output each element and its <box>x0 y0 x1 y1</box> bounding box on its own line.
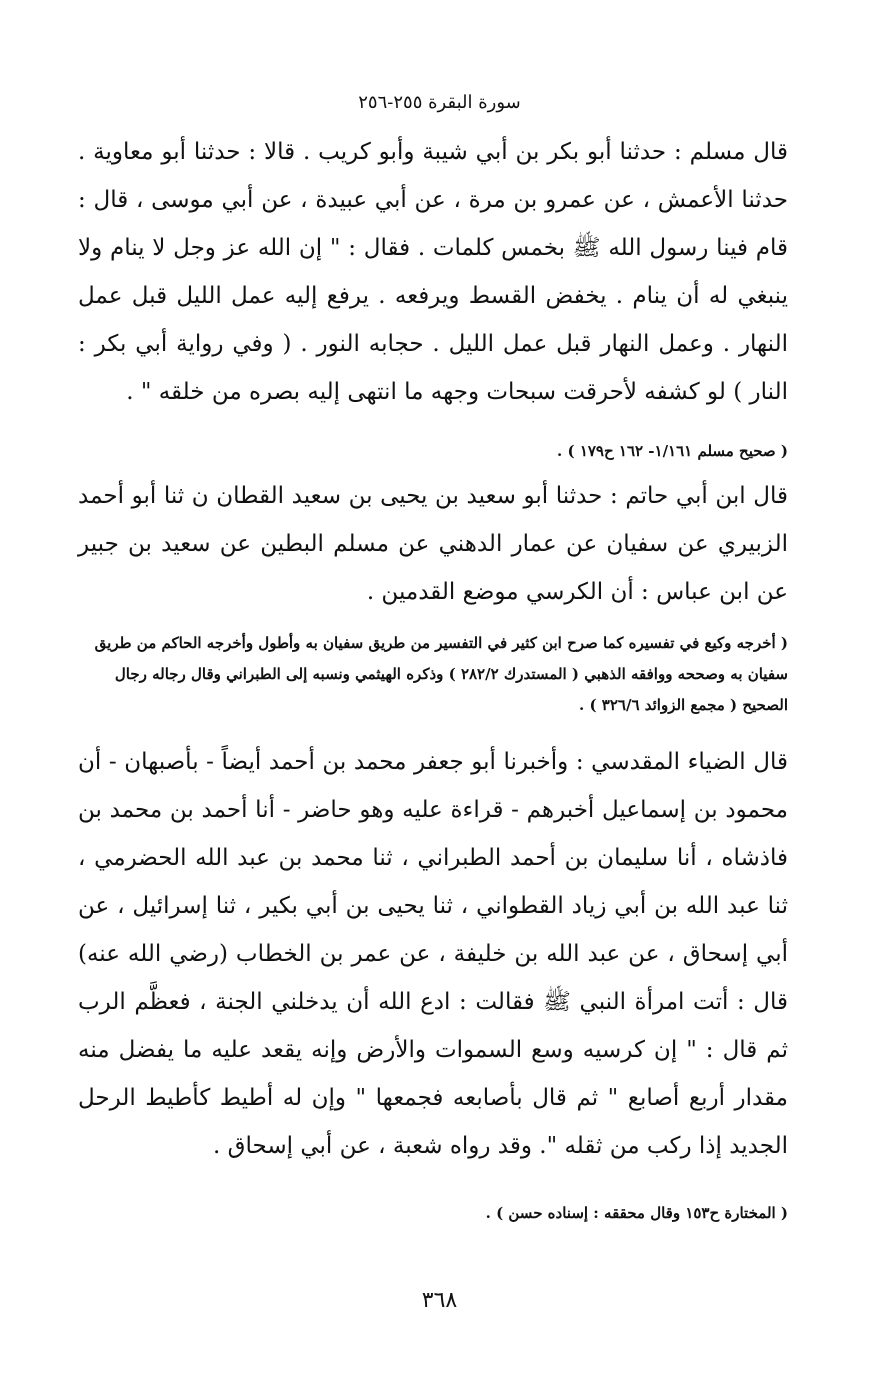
page-header: سورة البقرة ٢٥٥-٢٥٦ <box>358 92 521 113</box>
paragraph-muslim-hadith: قال مسلم : حدثنا أبو بكر بن أبي شيبة وأبو كريب . قالا : حدثنا أبو معاوية . حدثنا الأعمش ، عن عمرو بن مرة ، عن أبي عبيدة ، عن أبي موسى ، قال : قام فينا رسول الله ﷺ بخمس كلمات . فقال : " إن الله عز وجل لا ينام ولا ينبغي له أن ينام . يخفض القسط ويرفعه . يرفع إليه عمل الليل قبل عمل النهار . وعمل النهار قبل عمل الليل . حجابه النور . ( وفي رواية أبي بكر : النار ) لو كشفه لأحرقت سبحات وجهه ما انتهى إليه بصره من خلقه " . <box>78 139 788 405</box>
footnote-mukhtara: ( المختارة ح١٥٣ وقال محققه : إسناده حسن ) . <box>485 1204 788 1222</box>
footnote-sahih-muslim: ( صحيح مسلم ١/١٦١- ١٦٢ ح١٧٩ ) . <box>557 442 788 460</box>
paragraph-ibn-abi-hatim: قال ابن أبي حاتم : حدثنا أبو سعيد بن يحيى بن سعيد القطان ن ثنا أبو أحمد الزبيري عن سفيان عن عمار الدهني عن مسلم البطين عن سعيد بن جبير عن ابن عباس : أن الكرسي موضع القدمين . <box>78 483 788 605</box>
footnote-wakee-tafsir: ( أخرجه وكيع في تفسيره كما صرح ابن كثير في التفسير من طريق سفيان به وأطول وأخرجه الحاكم من طريق سفيان به وصححه ووافقه الذهبي ( المستدرك ٢٨٢/٢ ) وذكره الهيثمي ونسبه إلى الطبراني وقال رجاله رجال الصحيح ( مجمع الزوائد ٣٢٦/٦ ) . <box>94 634 788 714</box>
paragraph-diya-maqdisi: قال الضياء المقدسي : وأخبرنا أبو جعفر محمد بن أحمد أيضاً - بأصبهان - أن محمود بن إسماعيل أخبرهم - قراءة عليه وهو حاضر - أنا أحمد بن محمد بن فاذشاه ، أنا سليمان بن أحمد الطبراني ، ثنا محمد بن عبد الله الحضرمي ، ثنا عبد الله بن أبي زياد القطواني ، ثنا يحيى بن أبي بكير ، ثنا إسرائيل ، عن أبي إسحاق ، عن عبد الله بن خليفة ، عن عمر بن الخطاب (رضي الله عنه) قال : أتت امرأة النبي ﷺ فقالت : ادع الله أن يدخلني الجنة ، فعظَّم الرب ثم قال : " إن كرسيه وسع السموات والأرض وإنه يقعد عليه ما يفضل منه مقدار أربع أصابع " ثم قال بأصابعه فجمعها " وإن له أطيط كأطيط الرحل الجديد إذا ركب من ثقله ". وقد رواه شعبة ، عن أبي إسحاق . <box>78 749 788 1159</box>
page-number: ٣٦٨ <box>421 1288 458 1313</box>
